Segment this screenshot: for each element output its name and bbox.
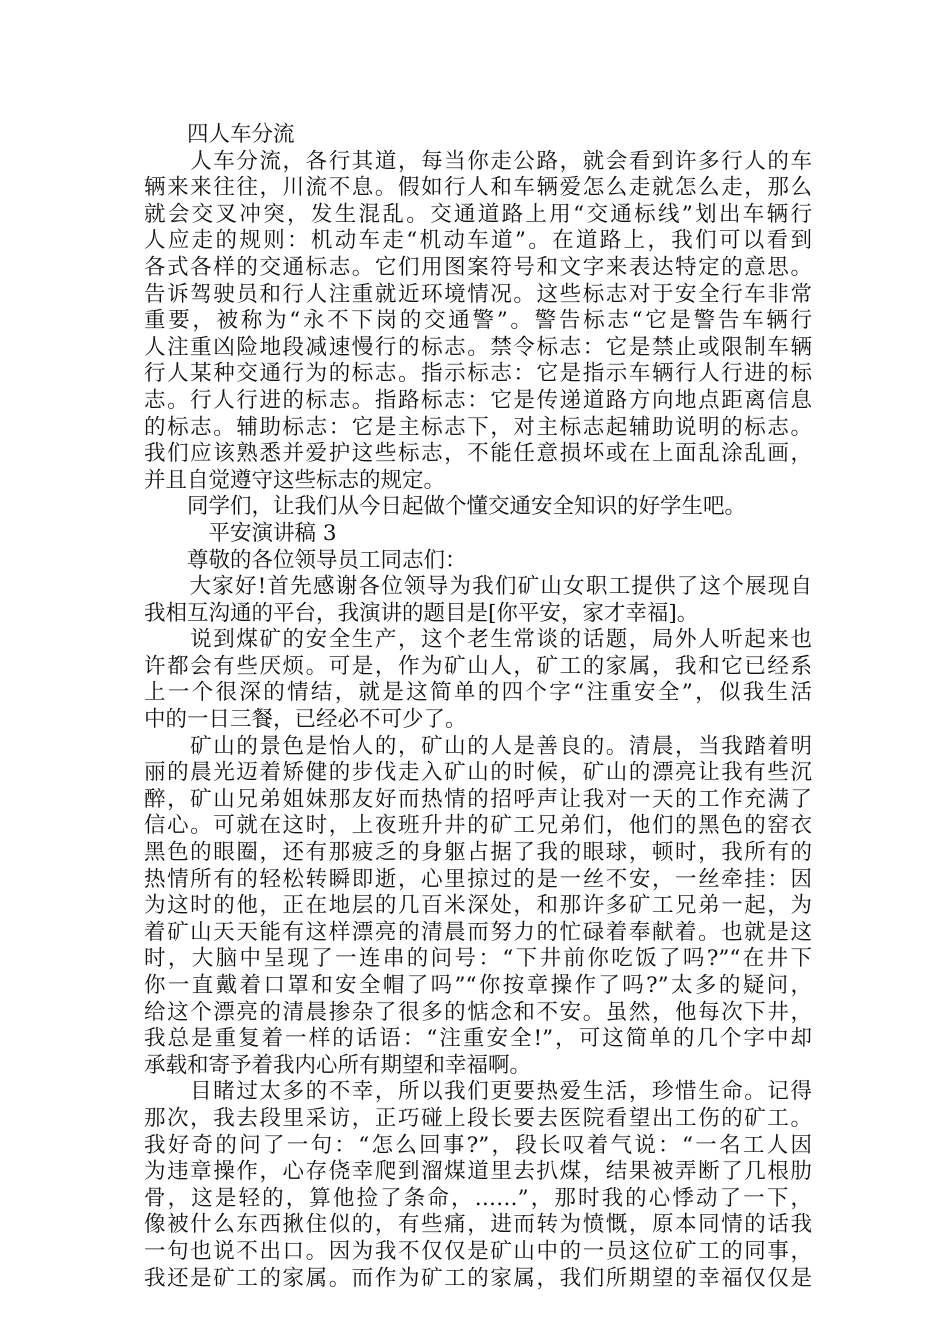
text-line: 为这时的他，正在地层的几百米深处，和那许多矿工兄弟一起，为 [144,893,812,919]
text-line: 着矿山天天能有这样漂亮的清晨而努力的忙碌着奉献着。也就是这 [144,919,812,945]
text-line: 说到煤矿的安全生产，这个老生常谈的话题，局外人听起来也 [144,627,812,653]
text-line: 大家好!首先感谢各位领导为我们矿山女职工提供了这个展现自 [144,574,812,600]
text-line: 我好奇的问了一句：“怎么回事?”，段长叹着气说：“一名工人因 [144,1132,812,1158]
text-line: 人应走的规则：机动车走“机动车道”。在道路上，我们可以看到 [144,228,812,254]
text-line: 平安演讲稿 3 [144,520,337,546]
text-line: 行人某种交通行为的标志。指示标志：它是指示车辆行人行进的标 [144,361,812,387]
text-line: 给这个漂亮的清晨掺杂了很多的惦念和不安。虽然，他每次下井， [144,999,812,1025]
text-line: 像被什么东西揪住似的，有些痛，进而转为愤慨，原本同情的话我 [144,1212,812,1238]
text-line: 时，大脑中呈现了一连串的问号：“下井前你吃饭了吗?”“在井下 [144,946,812,972]
text-line: 信心。可就在这时，上夜班升井的矿工兄弟们，他们的黑色的窑衣 [144,813,812,839]
text-line: 骨，这是轻的，算他捡了条命，……”，那时我的心悸动了一下， [144,1185,812,1211]
text-line: 四人车分流 [144,122,295,147]
text-line: 中的一日三餐，已经必不可少了。 [144,707,467,733]
text-line: 人注重凶险地段减速慢行的标志。禁令标志：它是禁止或限制车辆 [144,334,812,360]
text-line: 醉，矿山兄弟姐妹那友好而热情的招呼声让我对一天的工作充满了 [144,786,812,812]
text-line: 热情所有的轻松转瞬即逝，心里掠过的是一丝不安，一丝牵挂：因 [144,866,812,892]
text-line: 黑色的眼圈，还有那疲乏的身躯占据了我的眼球，顿时，我所有的 [144,840,812,866]
text-line: 为违章操作，心存侥幸爬到溜煤道里去扒煤，结果被弄断了几根肋 [144,1159,812,1185]
text-line: 矿山的景色是怡人的，矿山的人是善良的。清晨，当我踏着明 [144,733,812,759]
text-line: 并且自觉遵守这些标志的规定。 [144,467,446,493]
text-line: 那次，我去段里采访，正巧碰上段长要去医院看望出工伤的矿工。 [144,1105,812,1131]
text-line: 目睹过太多的不幸，所以我们更要热爱生活，珍惜生命。记得 [144,1079,812,1105]
text-line: 重要，被称为“永不下岗的交通警”。警告标志“它是警告车辆行 [144,308,812,334]
text-line: 许都会有些厌烦。可是，作为矿山人，矿工的家属，我和它已经系 [144,653,812,679]
text-line: 就会交叉冲突，发生混乱。交通道路上用“交通标线”划出车辆行 [144,201,812,227]
text-line: 的标志。辅助标志：它是主标志下，对主标志起辅助说明的标志。 [144,414,812,440]
text-line: 你一直戴着口罩和安全帽了吗”“你按章操作了吗?”太多的疑问， [144,973,812,998]
text-line: 一句也说不出口。因为我不仅仅是矿山中的一员这位矿工的同事， [144,1238,812,1264]
text-line: 辆来来往往，川流不息。假如行人和车辆爱怎么走就怎么走，那么 [144,175,812,201]
text-line: 同学们，让我们从今日起做个懂交通安全知识的好学生吧。 [144,494,747,520]
text-line: 我还是矿工的家属。而作为矿工的家属，我们所期望的幸福仅仅是 [144,1265,812,1291]
text-line: 各式各样的交通标志。它们用图案符号和文字来表达特定的意思。 [144,254,812,280]
text-line: 上一个很深的情结，就是这简单的四个字“注重安全”，似我生活 [144,680,812,706]
text-line: 人车分流，各行其道，每当你走公路，就会看到许多行人的车 [144,148,812,174]
text-line: 我相互沟通的平台，我演讲的题目是[你平安，家才幸福]。 [144,600,699,626]
text-line: 尊敬的各位领导员工同志们： [144,547,467,573]
text-line: 我总是重复着一样的话语：“注重安全!”，可这简单的几个字中却 [144,1026,812,1052]
document-page [144,122,812,1292]
text-line: 志。行人行进的标志。指路标志：它是传递道路方向地点距离信息 [144,387,812,413]
text-line: 丽的晨光迈着矫健的步伐走入矿山的时候，矿山的漂亮让我有些沉 [144,760,812,786]
text-line: 承载和寄予着我内心所有期望和幸福啊。 [144,1052,532,1078]
text-line: 我们应该熟悉并爱护这些标志，不能任意损坏或在上面乱涂乱画， [144,441,812,467]
text-line: 告诉驾驶员和行人注重就近环境情况。这些标志对于安全行车非常 [144,281,812,307]
